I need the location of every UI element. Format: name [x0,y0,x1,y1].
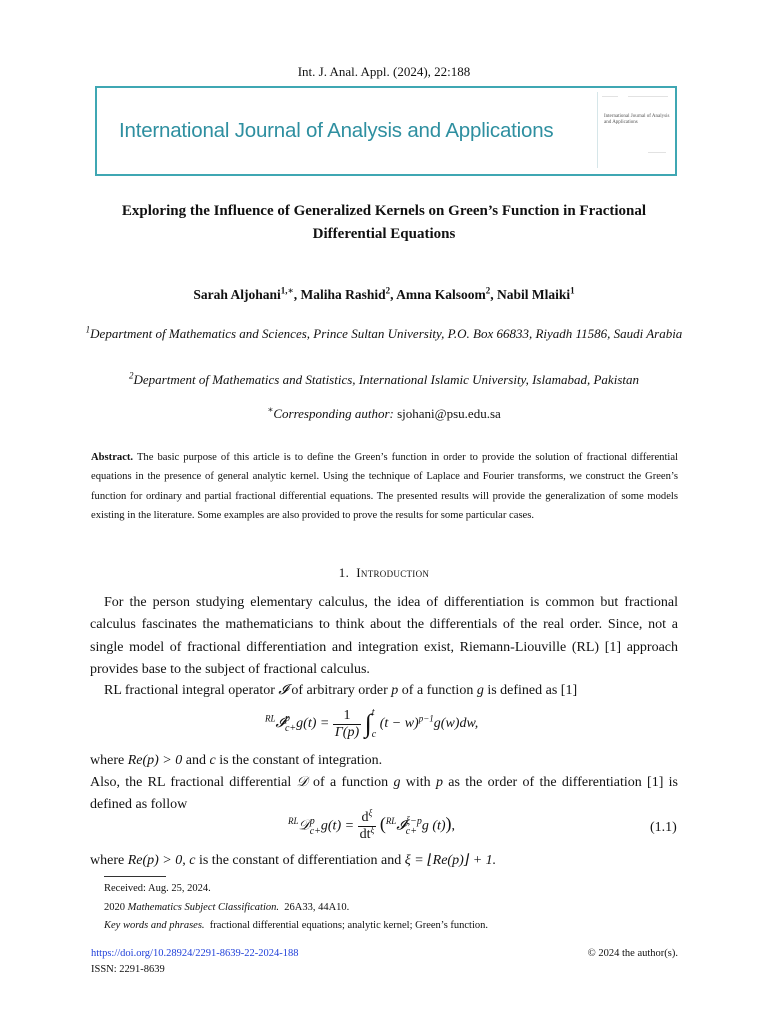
journal-citation: Int. J. Anal. Appl. (2024), 22:188 [297,64,471,79]
eq-fraction [333,708,361,741]
affiliation-number: 2 [128,370,134,381]
section-title: Introduction [356,565,430,580]
eq-superscript: ξ−p [405,815,422,827]
text-run: is defined as [1] [483,683,578,698]
author-affiliation-mark: 2 [385,285,391,296]
math-var: c [209,753,216,768]
keywords-text: fractional differential equations; analytic kernel; Green’s function. [209,920,489,931]
author-name: Sarah Aljohani [193,287,281,302]
msc-label: Mathematics Subject Classification. [127,902,279,913]
eq-exponent: p−1 [418,713,434,724]
journal-banner [95,86,677,176]
integral-upper-limit: t [371,707,375,718]
text-run: is the constant of integration. [215,753,383,768]
eq-operator: 𝓘 [275,716,285,732]
eq-lhs-arg: g(t) = [296,716,330,732]
author-list: Sarah Aljohani$^{1,∗}$, Maliha Rashid$^2$, Amna Kalsoom$^2$, Nabil Mlaiki$^1$ [193,285,575,302]
integral-sign: ∫ [364,709,372,738]
text-run: Also, the RL fractional differential [90,775,297,790]
text-run: with [400,775,436,790]
text-run: where [90,753,128,768]
eq-superscript: p [284,713,290,724]
math-var: p [391,683,399,698]
msc-codes: 26A33, 44A10. [284,902,350,913]
author-affiliation-mark: 1 [570,285,575,296]
eq-integrand-tail: g(w)dw, [433,716,479,732]
paper-title: Exploring the Influence of Generalized Kernels on Green’s Function in Fractional Differential Equations [121,203,647,242]
affiliation-number: 1 [85,324,91,335]
eq-numerator: 1 [333,708,361,725]
integral-lower-limit: c [371,729,377,740]
keywords-label: Key words and phrases. [104,920,205,931]
math-var: g [393,775,401,790]
author-name: Amna Kalsoom [396,287,486,302]
text-run: of a function [398,683,477,698]
math-inline: Re(p) > 0 [127,753,183,768]
footnote-msc [104,899,349,918]
eq-denominator: dt [359,827,371,842]
section-heading [0,565,768,581]
eq-prefix: RL [265,713,276,724]
text-run: is the constant of differentiation and [195,853,405,868]
eq-operator: 𝒟 [298,818,310,834]
msc-year: 2020 [104,902,128,913]
issn: ISSN: 2291-8639 [91,964,165,975]
text-run: , [182,853,190,868]
equation-differential-operator: $^{RL}$𝒟 p c+ g(t) = $\frac{d^\xi}{dt^\xi}$ ($^{RL}$𝓘 ξ−p c+ g (t)), [288,807,456,842]
math-inline: Re(p) > 0 [127,853,183,868]
eq-subscript: c+ [309,825,321,837]
math-var: p [436,775,443,790]
eq-denominator: Γ(p) [334,724,360,740]
eq-subscript: c+ [284,723,297,734]
doi-link[interactable]: https://doi.org/10.28924/2291-8639-22-2024-188 [91,948,299,959]
corresponding-label: Corresponding author: [273,406,394,421]
footnote-divider [104,876,166,877]
where-integration [90,750,678,772]
integral-operator-symbol: 𝓘 [278,683,288,698]
math-var: g [476,683,484,698]
math-var: c [189,853,196,868]
eq-operator: 𝓘 [396,818,406,834]
math-inline: ξ = ⌊Re(p)⌋ + 1. [404,853,497,868]
author-affiliation-mark: 2 [485,285,491,296]
copyright-notice: © 2024 the author(s). [587,948,678,959]
affiliation-text: Department of Mathematics and Sciences, Prince Sultan University, P.O. Box 66833, Riyadh 11586, Saudi Arabia [90,326,683,341]
corresponding-mark: ∗ [267,404,274,415]
text-run: of a function [307,775,394,790]
text-run: as the order of the differentiation [1] is defined as follow [90,775,679,813]
text-run: of arbitrary order [287,683,392,698]
abstract-label: Abstract. [91,452,134,463]
eq-prefix: RL [385,816,397,827]
abstract-text: The basic purpose of this article is to define the Green’s function in order to provide the solution of fractional differential equations in the presence of general analytic kernel. Using the technique of Laplace and Fourier transforms, we construct the Green’s function for ordinary and partial fractional differential equations. The presented results will provide the generalization of some models existing in the literature. Some examples are also provided to prove the results for some particular cases. [91,452,678,522]
eq-prefix: RL [288,816,299,827]
equation-number: (1.1) [650,820,677,835]
eq-fraction [358,807,377,843]
text-run: RL fractional integral operator [104,683,279,698]
intro-paragraph: For the person studying elementary calculus, the idea of differentiation is common but fractional calculus fascinates the mathematicians to think about the differentials of the real order. Since, not a single model of fractional differentiation and integration exist, Riemann-Liouville (RL) [1] approach provides base to the subject of fractional calculus. [90,595,678,677]
equation-integral-operator [265,702,478,746]
author-name: Maliha Rashid [300,287,386,302]
affiliation-2 [0,369,768,390]
corresponding-email[interactable]: sjohani@psu.edu.sa [397,406,501,421]
abstract [91,448,678,526]
eq-tail: , [451,818,456,834]
journal-cover-thumbnail [597,92,675,168]
footnote-received: Received: Aug. 25, 2024. [104,883,211,894]
eq-denominator-exponent: ξ [370,824,375,835]
eq-numerator: d [361,810,369,825]
differential-operator-symbol: 𝒟 [296,775,308,790]
affiliation-text: Department of Mathematics and Statistics, International Islamic University, Islamabad, Pakistan [133,372,639,387]
text-run: where [90,853,128,868]
eq-lhs-arg: g(t) = [320,818,355,834]
definition-paragraph [90,680,678,702]
eq-integrand: (t − w) [379,716,419,732]
eq-inner-arg: g (t) [421,818,446,834]
author-name: Nabil Mlaiki [497,287,571,302]
cover-title: International Journal of Analysis and Applications [604,114,670,125]
section-number: 1. [338,565,350,580]
eq-superscript: p [309,815,315,827]
eq-numerator-exponent: ξ [368,807,373,818]
text-run: and [182,753,210,768]
where-differentiation [90,850,678,872]
corresponding-author [0,406,768,422]
footnote-keywords [104,917,488,936]
author-affiliation-mark: 1,∗ [280,285,294,296]
affiliation-1 [84,323,684,344]
journal-name: International Journal of Analysis and Applications [119,119,554,142]
eq-subscript: c+ [405,825,417,837]
